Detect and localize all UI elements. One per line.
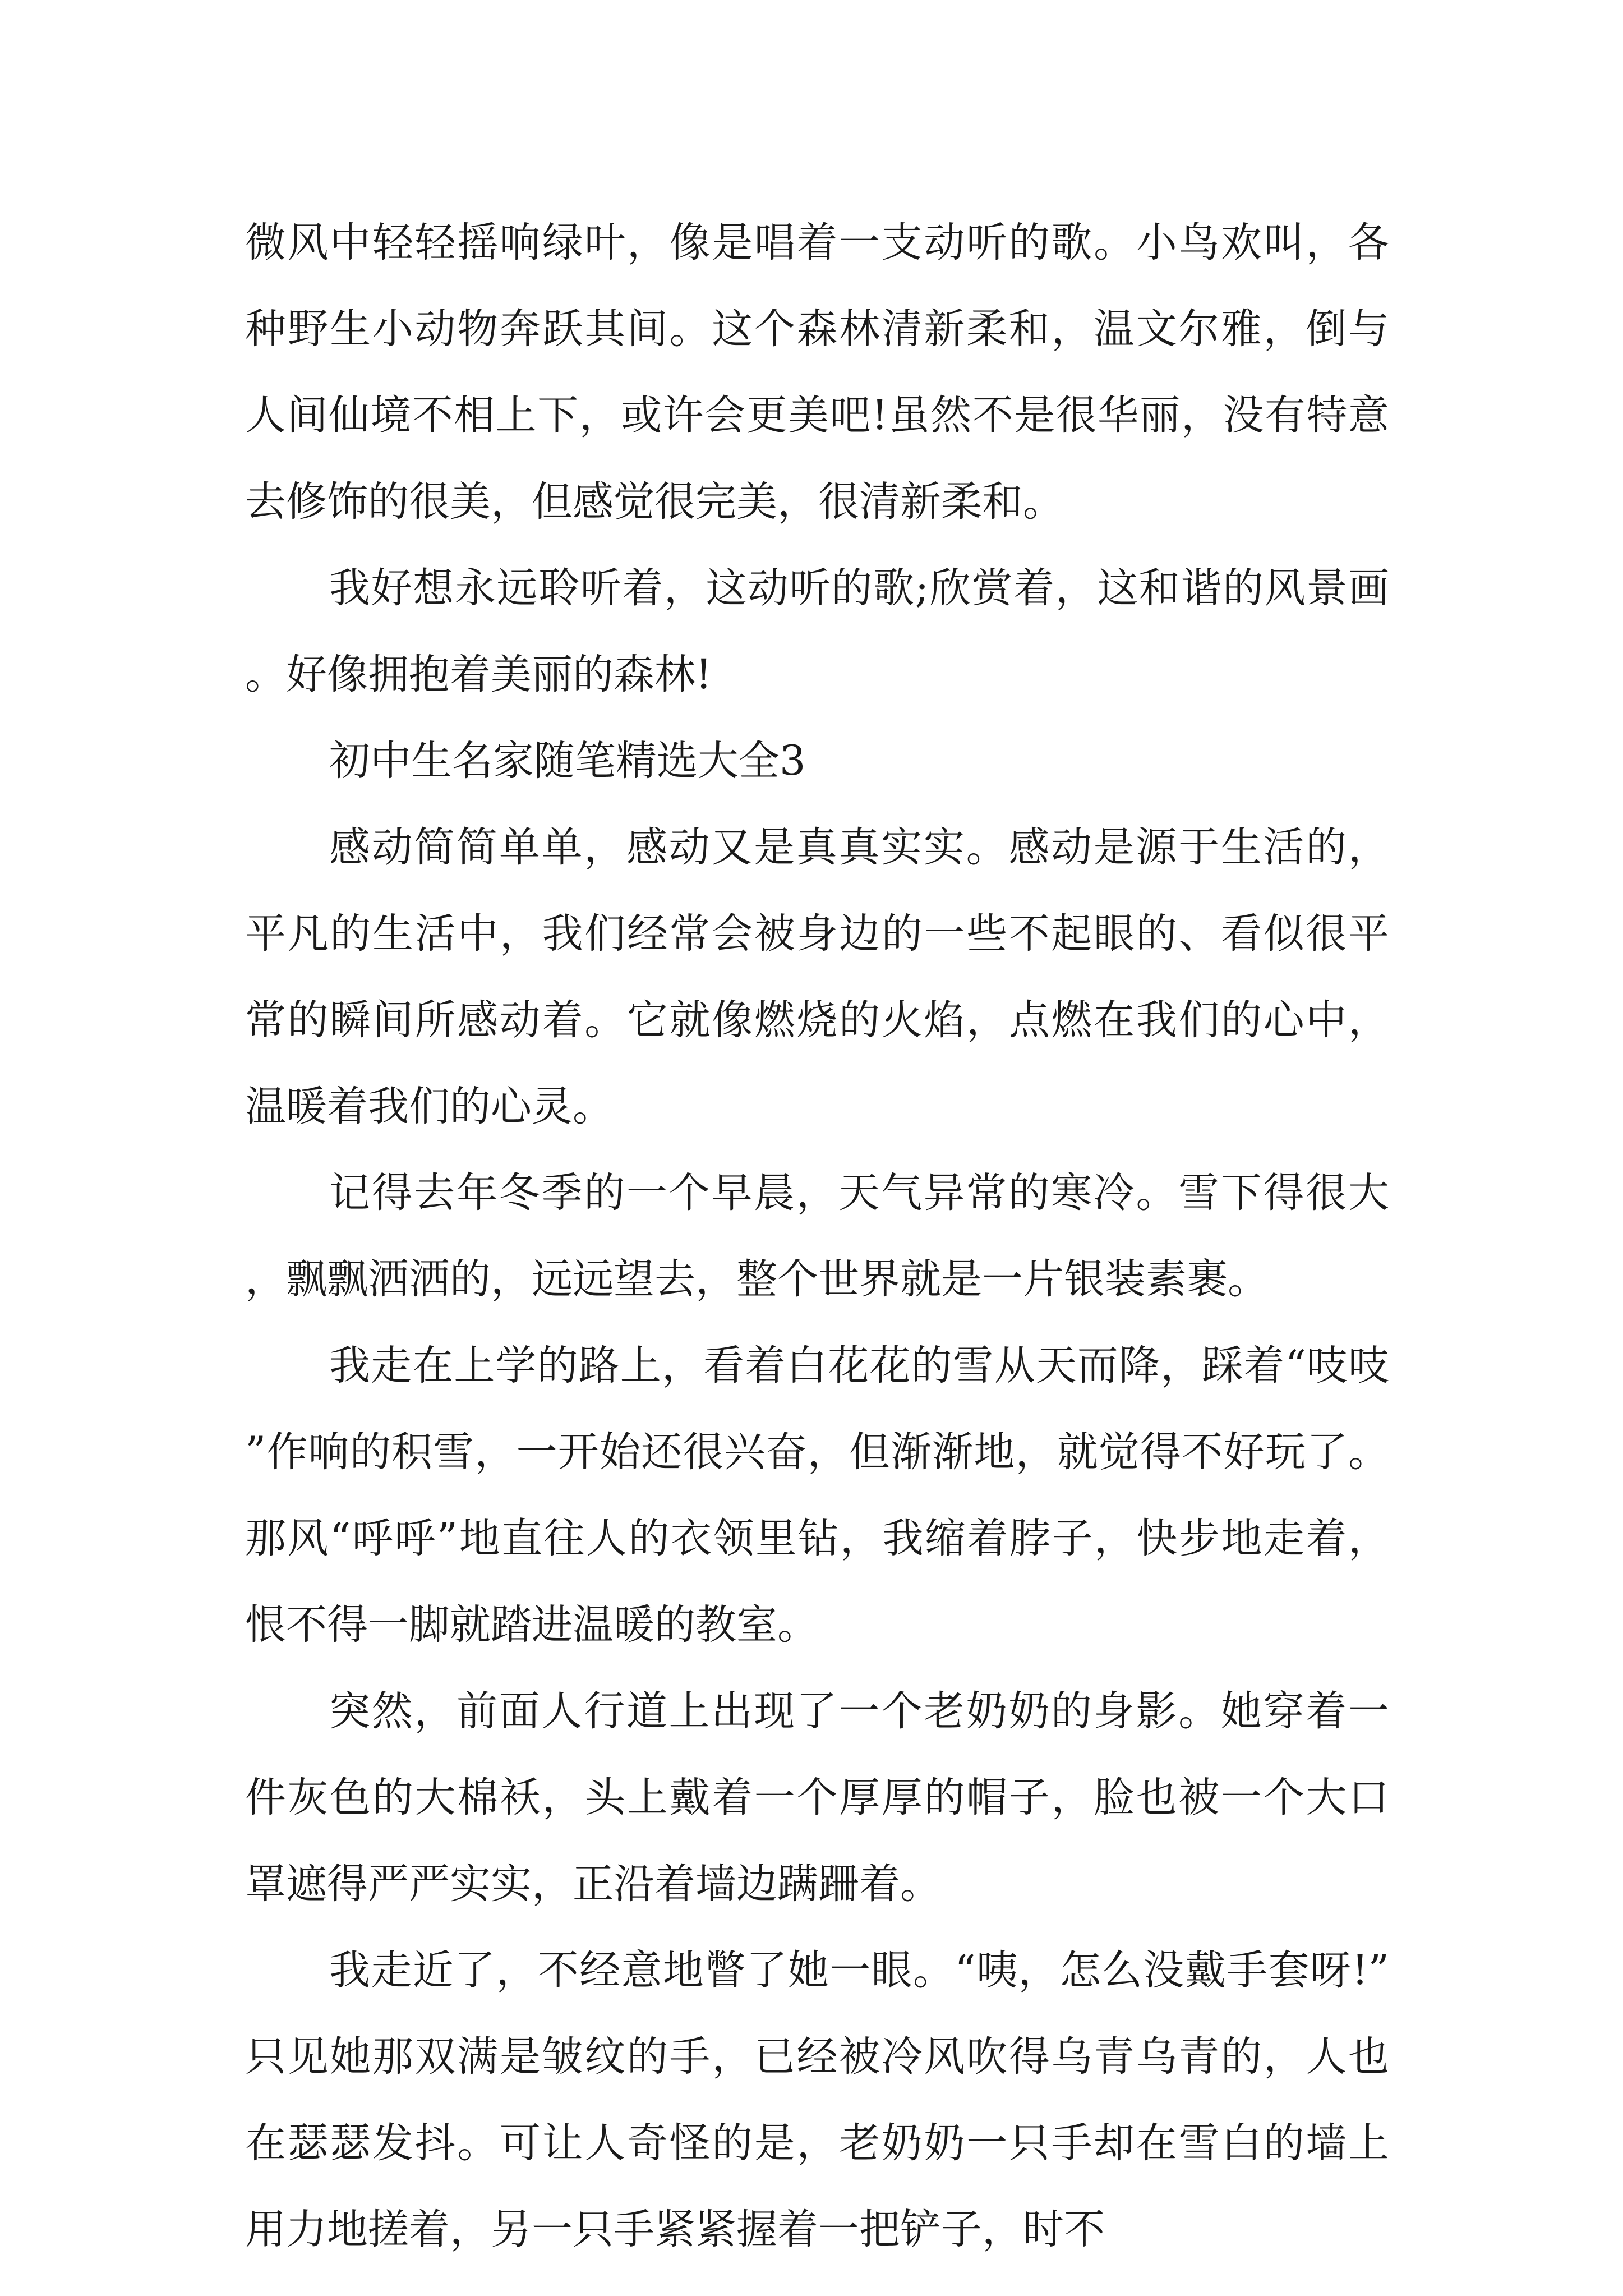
document-body [245, 200, 1389, 2273]
paragraph-way-to-school: 我走在上学的路上，看着白花花的雪从天而降，踩着“吱吱”作响的积雪，一开始还很兴奋，但渐渐地，就觉得不好玩了。那风“呼呼”地直往人的衣领里钻，我缩着脖子，快步地走着，恨不得一脚就踏进温暖的教室。 [245, 1342, 1389, 1649]
paragraph-closer-look: 我走近了，不经意地瞥了她一眼。“咦，怎么没戴手套呀!”只见她那双满是皱纹的手，已经被冷风吹得乌青乌青的，人也在瑟瑟发抖。可让人奇怪的是，老奶奶一只手却在雪白的墙上用力地搓着，另一只手紧紧握着一把铲子，时不 [245, 1947, 1389, 2253]
paragraph-forest-description: 微风中轻轻摇响绿叶，像是唱着一支动听的歌。小鸟欢叫，各种野生小动物奔跃其间。这个森林清新柔和，温文尔雅，倒与人间仙境不相上下，或许会更美吧!虽然不是很华丽，没有特意去修饰的很美，但感觉很完美，很清新柔和。 [245, 219, 1389, 526]
paragraph-winter-morning: 记得去年冬季的一个早晨，天气异常的寒冷。雪下得很大，飘飘洒洒的，远远望去，整个世界就是一片银装素裹。 [245, 1169, 1389, 1303]
paragraph-intro-touching: 感动简简单单，感动又是真真实实。感动是源于生活的，平凡的生活中，我们经常会被身边的一些不起眼的、看似很平常的瞬间所感动着。它就像燃烧的火焰，点燃在我们的心中，温暖着我们的心灵。 [245, 823, 1389, 1130]
paragraph-old-woman: 突然，前面人行道上出现了一个老奶奶的身影。她穿着一件灰色的大棉袄，头上戴着一个厚厚的帽子，脸也被一个大口罩遮得严严实实，正沿着墙边蹒跚着。 [245, 1687, 1389, 1908]
section-heading: 初中生名家随笔精选大全3 [329, 737, 806, 785]
paragraph-forest-song: 我好想永远聆听着，这动听的歌;欣赏着，这和谐的风景画。好像拥抱着美丽的森林! [245, 564, 1389, 698]
